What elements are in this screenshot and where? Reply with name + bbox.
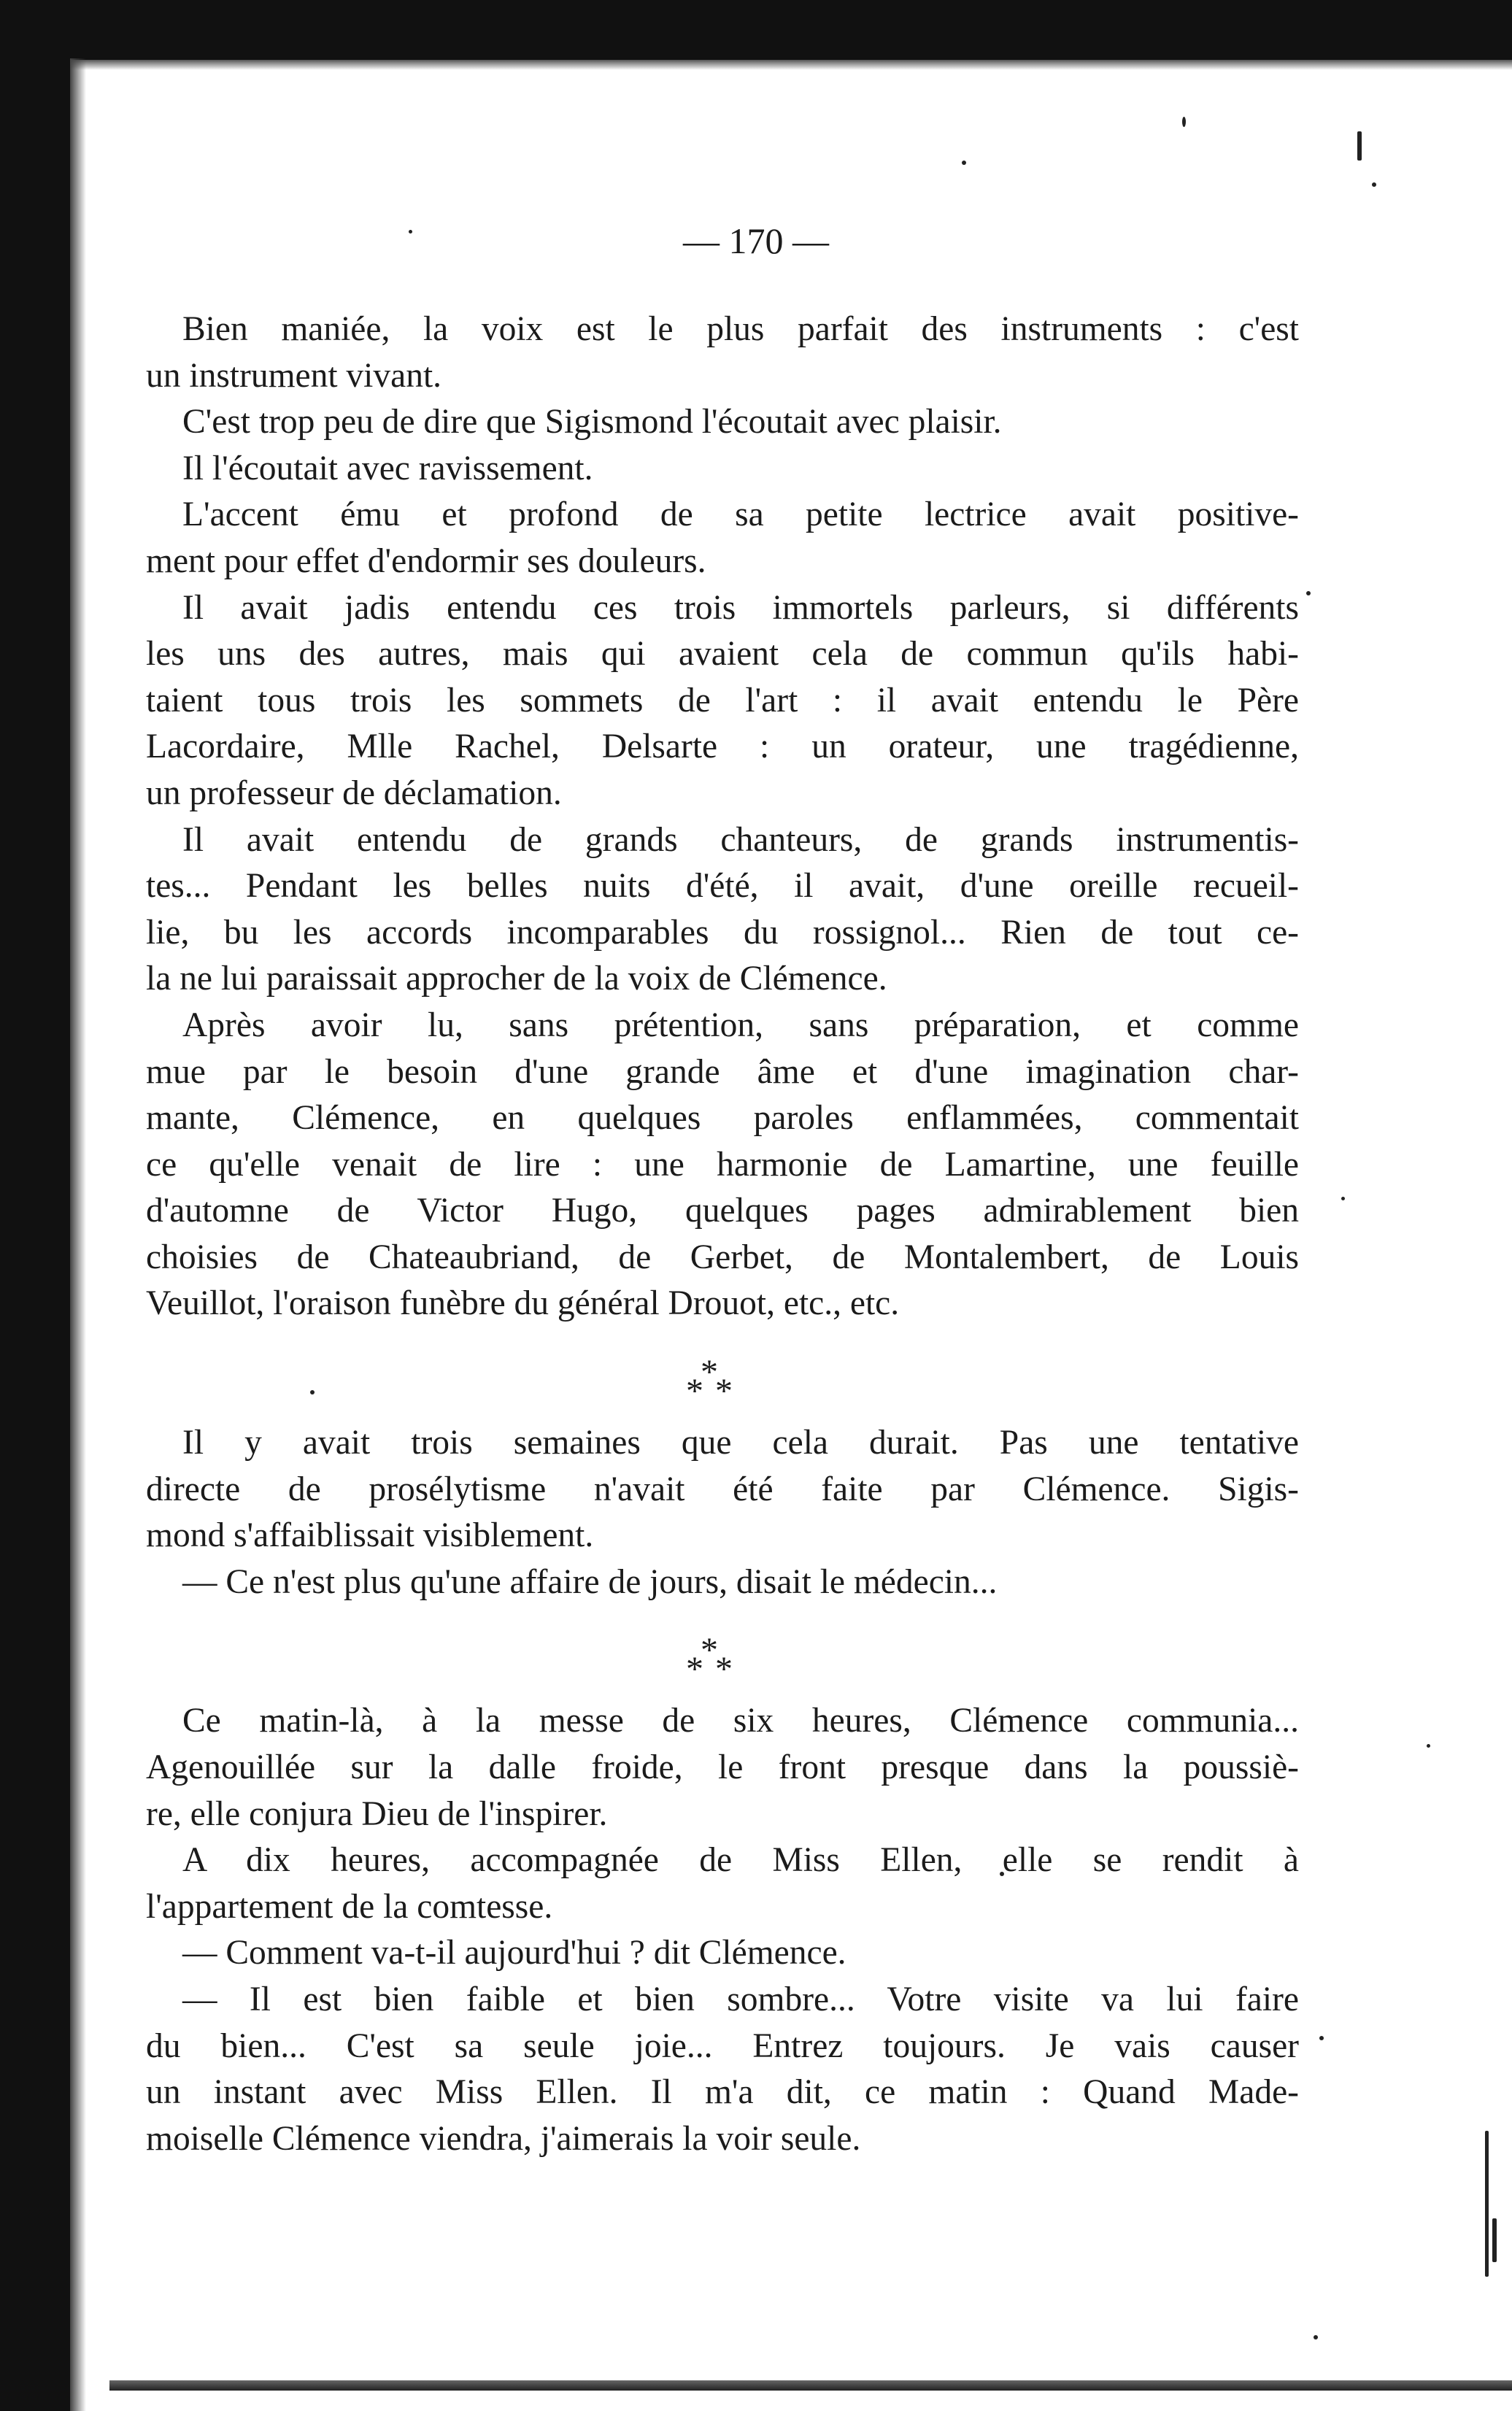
text-line: la ne lui paraissait approcher de la voix de Clémence. <box>146 960 887 998</box>
text-line: C'est trop peu de dire que Sigismond l'écoutait avec plaisir. <box>182 403 1002 441</box>
text-line: l'appartement de la comtesse. <box>146 1887 553 1926</box>
text-line: — Ce n'est plus qu'une affaire de jours, disait le médecin... <box>182 1562 998 1601</box>
text-line: mante, Clémence, en quelques paroles enflammées, commentait <box>146 1099 1299 1138</box>
text-line: A dix heures, accompagnée de Miss Ellen, elle se rendit à <box>182 1841 1299 1880</box>
text-line: Il avait jadis entendu ces trois immortels parleurs, si différents <box>182 588 1299 627</box>
text-line: mue par le besoin d'une grande âme et d'une imagination char- <box>146 1052 1299 1091</box>
text-line: un instrument vivant. <box>146 356 442 395</box>
section-separator-1: * * * <box>686 1353 733 1411</box>
text-line: — Il est bien faible et bien sombre... Votre visite va lui faire <box>182 1980 1299 2018</box>
paragraph-block-1 <box>146 306 1299 1327</box>
text-line: Agenouillée sur la dalle froide, le front presque dans la poussiè- <box>146 1748 1299 1787</box>
scan-left-border <box>0 58 70 2411</box>
scan-bottom-border <box>109 2380 1512 2391</box>
text-line: Il y avait trois semaines que cela durait. Pas une tentative <box>182 1424 1299 1462</box>
text-line: re, elle conjura Dieu de l'inspirer. <box>146 1794 608 1833</box>
text-line: Après avoir lu, sans prétention, sans préparation, et comme <box>182 1006 1299 1044</box>
text-line: Il avait entendu de grands chanteurs, de grands instrumentis- <box>182 820 1299 859</box>
text-line: Ce matin-là, à la messe de six heures, Clémence communia... <box>182 1702 1299 1740</box>
text-line: L'accent ému et profond de sa petite lectrice avait positive- <box>182 495 1299 534</box>
text-line: Veuillot, l'oraison funèbre du général Drouot, etc., etc. <box>146 1284 900 1323</box>
scan-left-shadow <box>70 58 86 2411</box>
text-line: taient tous trois les sommets de l'art : il avait entendu le Père <box>146 681 1299 720</box>
text-line: directe de prosélytisme n'avait été faite par Clémence. Sigis- <box>146 1470 1299 1508</box>
page-body <box>146 306 1299 2162</box>
text-line: Bien maniée, la voix est le plus parfait des instruments : c'est <box>182 310 1299 348</box>
text-line: mond s'affaiblissait visiblement. <box>146 1516 594 1555</box>
text-line: un professeur de déclamation. <box>146 774 562 812</box>
text-line: ment pour effet d'endormir ses douleurs. <box>146 541 706 580</box>
text-line: tes... Pendant les belles nuits d'été, il avait, d'une oreille recueil- <box>146 867 1299 906</box>
scan-top-border <box>0 0 1512 60</box>
text-line: du bien... C'est sa seule joie... Entrez toujours. Je vais causer <box>146 2026 1299 2065</box>
paragraph-block-2 <box>146 1420 1299 1605</box>
section-separator-2: * * * <box>686 1631 733 1689</box>
paragraph-block-3 <box>146 1698 1299 2162</box>
text-line: lie, bu les accords incomparables du rossignol... Rien de tout ce- <box>146 913 1299 952</box>
text-line: un instant avec Miss Ellen. Il m'a dit, ce matin : Quand Made- <box>146 2073 1299 2112</box>
text-line: ce qu'elle venait de lire : une harmonie de Lamartine, une feuille <box>146 1145 1299 1184</box>
text-line: — Comment va-t-il aujourd'hui ? dit Clémence. <box>182 1934 846 1972</box>
text-line: moiselle Clémence viendra, j'aimerais la voir seule. <box>146 2119 861 2158</box>
text-line: Il l'écoutait avec ravissement. <box>182 449 593 487</box>
text-line: d'automne de Victor Hugo, quelques pages admirablement bien <box>146 1192 1299 1230</box>
text-line: choisies de Chateaubriand, de Gerbet, de Montalembert, de Louis <box>146 1238 1299 1276</box>
text-line: les uns des autres, mais qui avaient cela de commun qu'ils habi- <box>146 635 1299 674</box>
page-number: — 170 — <box>683 220 829 261</box>
scan-top-shadow <box>0 60 1512 70</box>
text-line: Lacordaire, Mlle Rachel, Delsarte : un orateur, une tragédienne, <box>146 728 1299 766</box>
